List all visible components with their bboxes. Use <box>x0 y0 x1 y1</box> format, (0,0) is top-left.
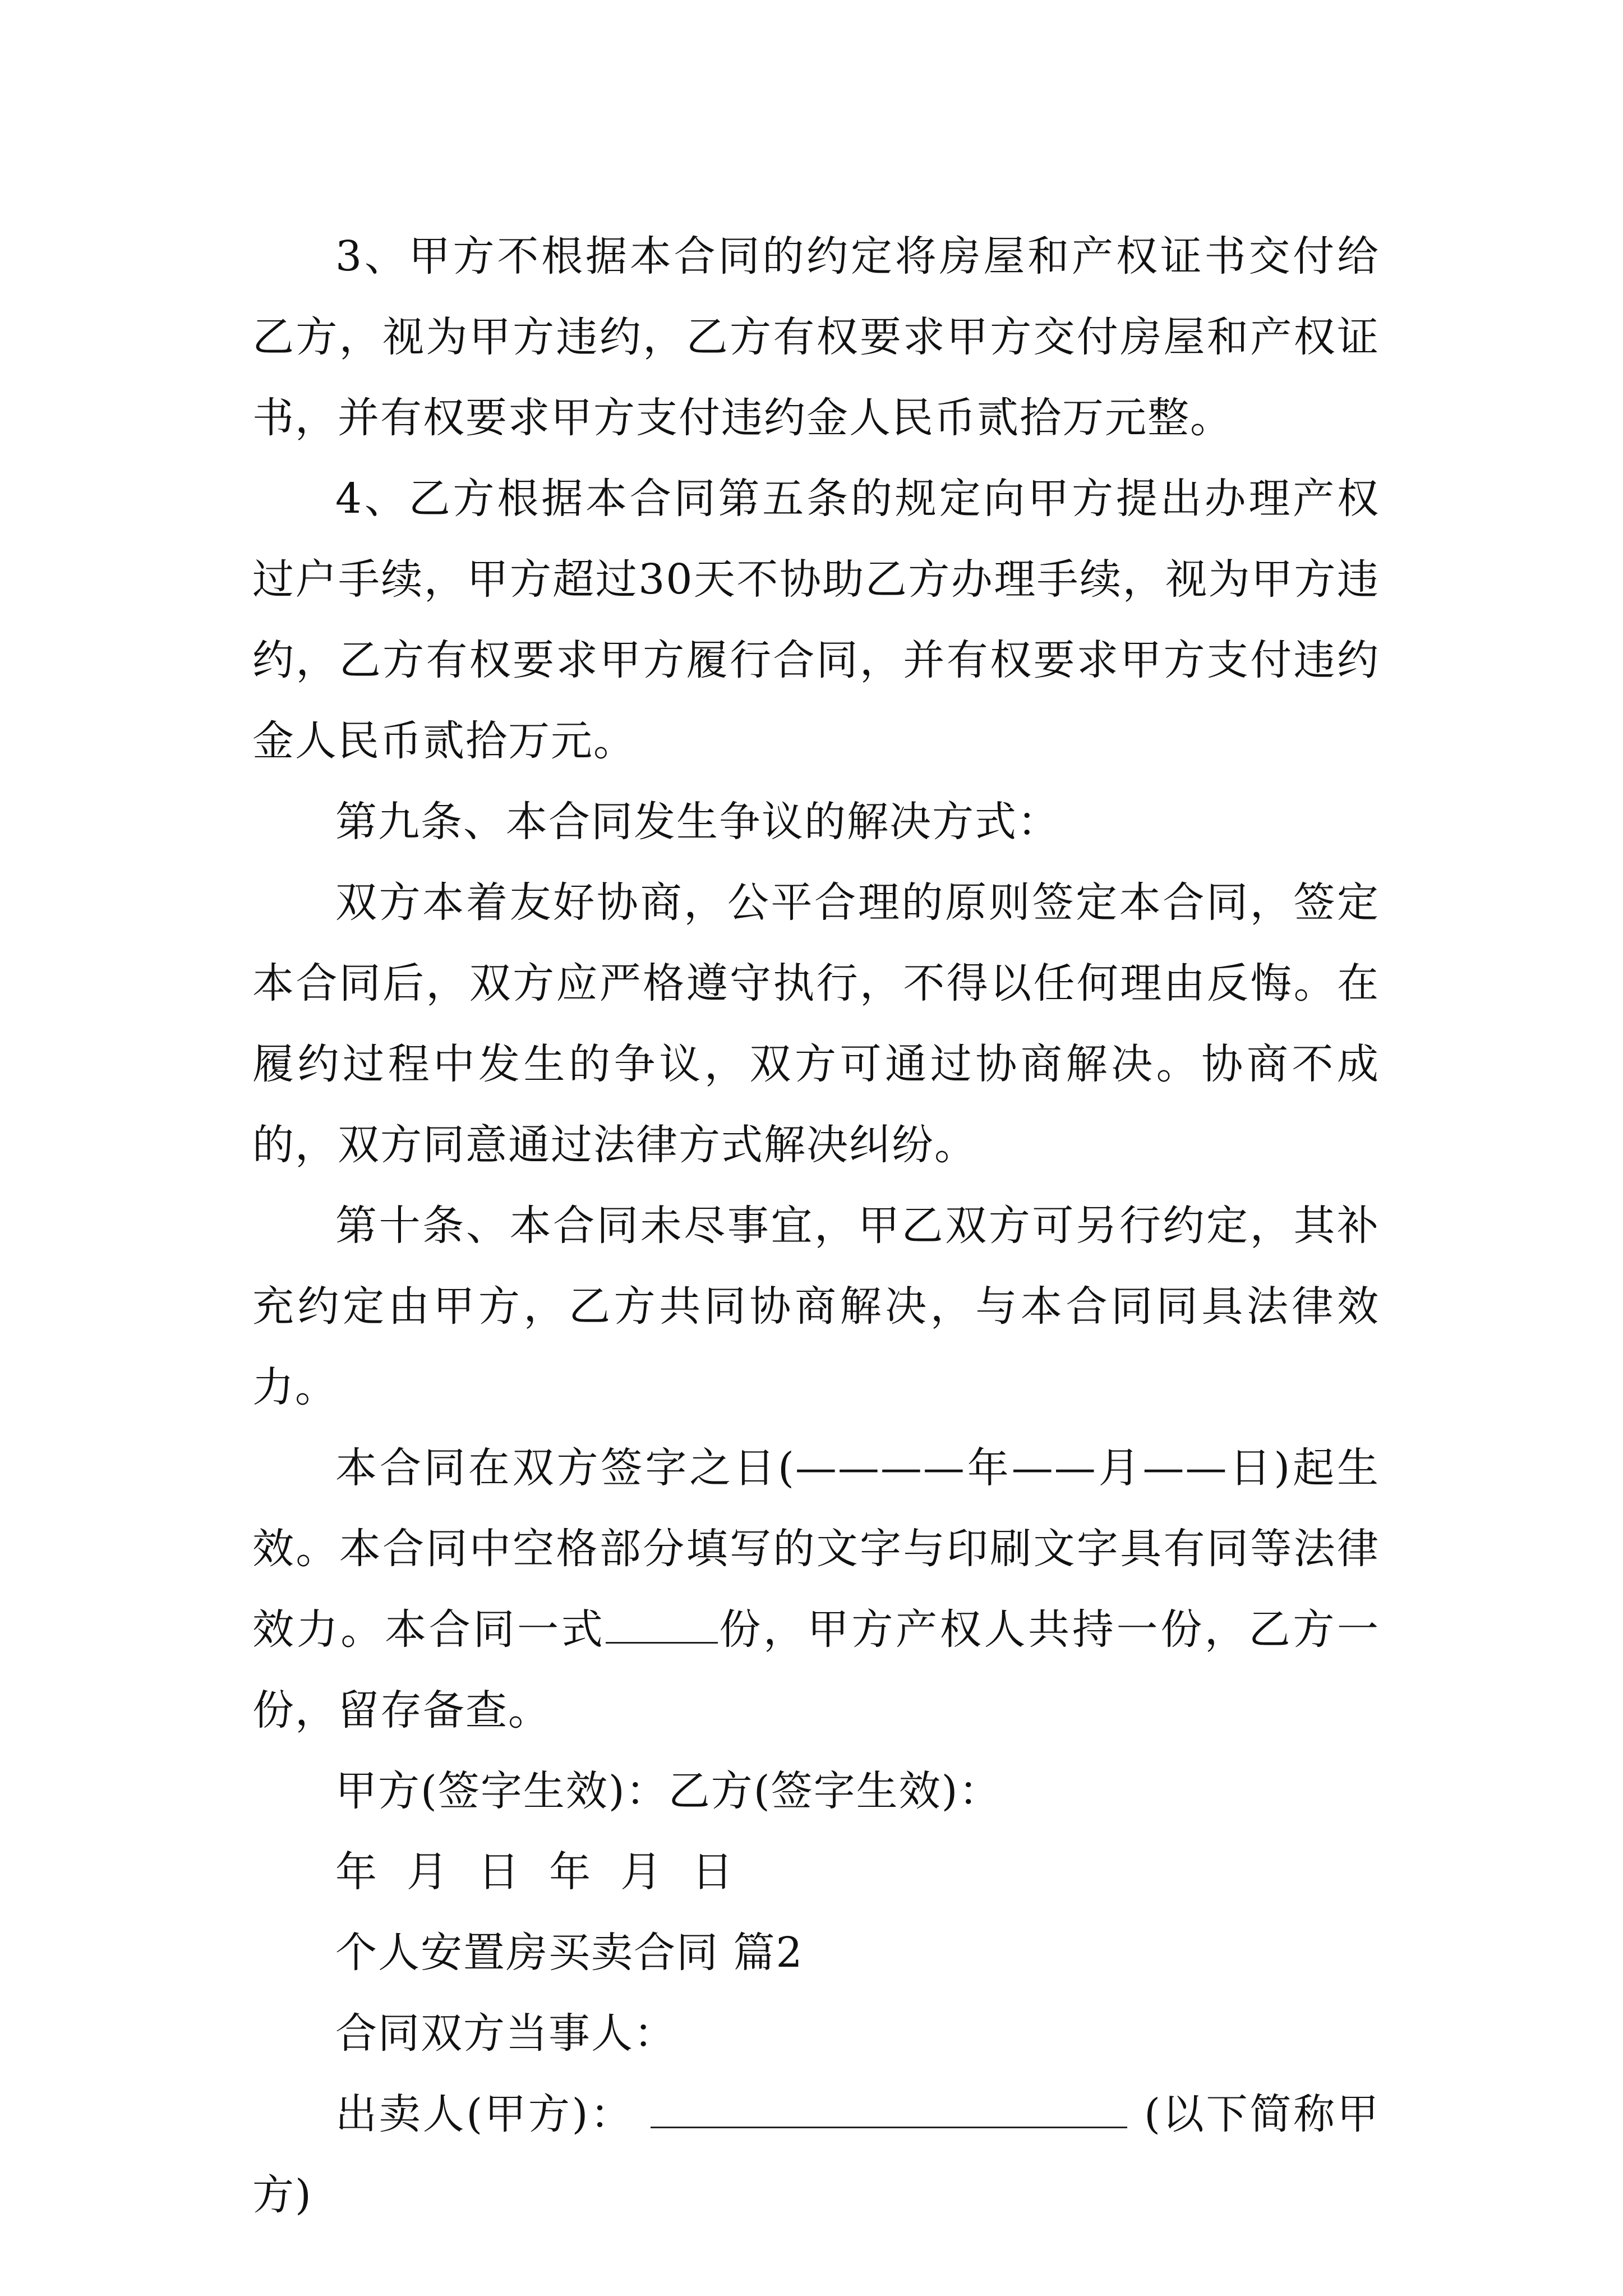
seller-suffix: (以下简称甲方) <box>252 2090 1380 2219</box>
article-10: 第十条、本合同未尽事宜，甲乙双方可另行约定，其补充约定由甲方，乙方共同协商解决，与本合同同具法律效力。 <box>252 1202 1380 1411</box>
parties-heading: 合同双方当事人： <box>335 2009 676 2058</box>
clause-4: 4、乙方根据本合同第五条的规定向甲方提出办理产权过户手续，甲方超过30天不协助乙方办理手续，视为甲方违约，乙方有权要求甲方履行合同，并有权要求甲方支付违约金人民币贰拾万元。 <box>252 475 1380 765</box>
seller-label: 出卖人(甲方)： <box>335 2090 634 2138</box>
effective-clause-start: 本合同在双方签字之日(————年——月——日)起生效。本合同中空格部分填写的文字与印刷文字具有同等法律效力。本合同一式 <box>252 1444 1380 1654</box>
copies-blank <box>606 1608 718 1644</box>
signature-line: 甲方(签字生效)：乙方(签字生效)： <box>335 1767 1002 1815</box>
seller-line <box>252 2074 1380 2235</box>
article-9-body: 双方本着友好协商，公平合理的原则签定本合同，签定本合同后，双方应严格遵守执行，不得以任何理由反悔。在履约过程中发生的争议，双方可通过协商解决。协商不成的，双方同意通过法律方式解决纠纷。 <box>252 878 1380 1169</box>
clause-3: 3、甲方不根据本合同的约定将房屋和产权证书交付给乙方，视为甲方违约，乙方有权要求甲方交付房屋和产权证书，并有权要求甲方支付违约金人民币贰拾万元整。 <box>252 232 1380 442</box>
document-body <box>252 216 1380 2235</box>
date-line: 年 月 日 年 月 日 <box>335 1848 735 1896</box>
effective-clause <box>252 1428 1380 1751</box>
article-9-heading: 第九条、本合同发生争议的解决方式： <box>335 798 1060 846</box>
section-title: 个人安置房买卖合同 篇2 <box>335 1929 804 1977</box>
seller-name-blank <box>651 2093 1127 2128</box>
effective-clause-end: 份，甲方产权人共持一份，乙方一份，留存备查。 <box>252 1605 1380 1734</box>
